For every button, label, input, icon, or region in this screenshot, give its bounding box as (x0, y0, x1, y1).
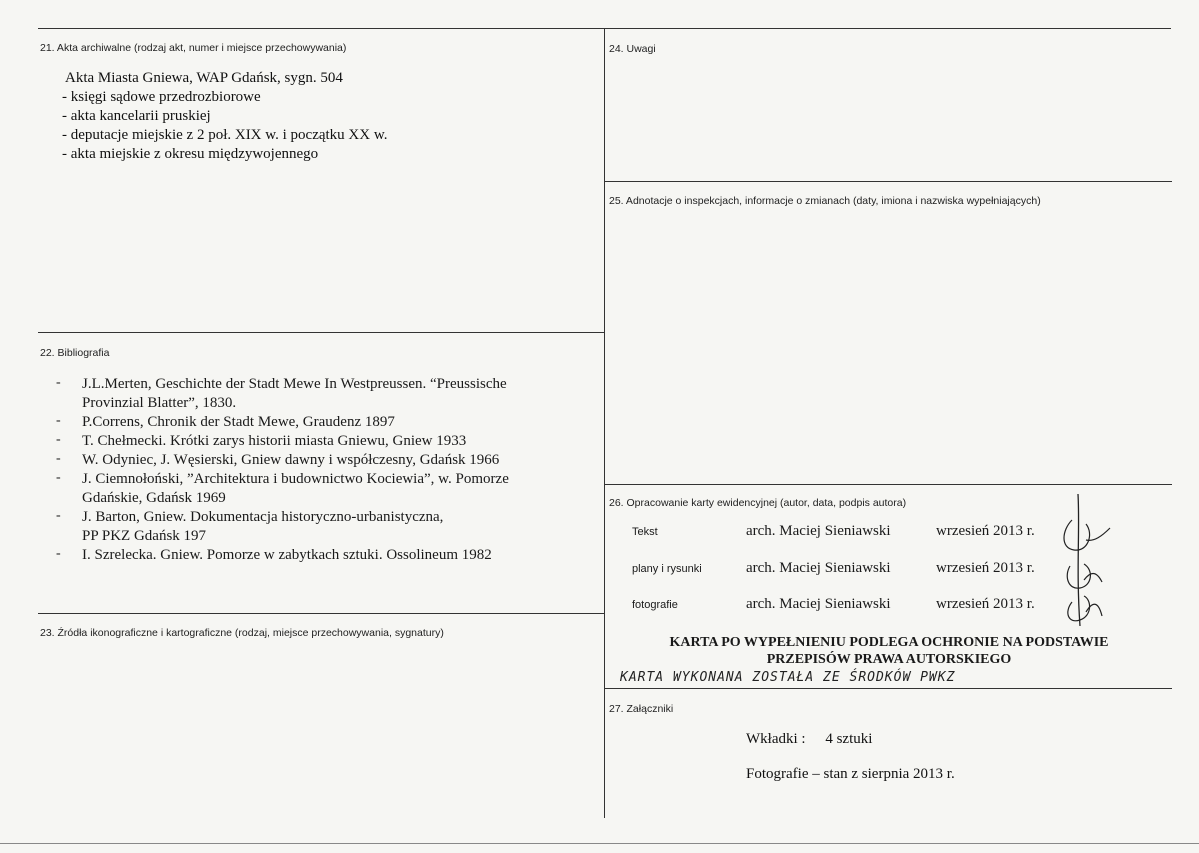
bibliography-item (56, 375, 509, 413)
bibliography-item (56, 470, 509, 508)
copyright-line: PRZEPISÓW PRAWA AUTORSKIEGO (766, 652, 1012, 667)
divider-24-25 (604, 181, 1172, 182)
bibliography-item (56, 451, 509, 470)
bibliography-line: J. Barton, Gniew. Dokumentacja historyczno-urbanistyczna, (82, 509, 444, 525)
bottom-edge (0, 843, 1199, 844)
list-dash: - (56, 508, 61, 523)
inserts-line (746, 731, 872, 748)
row-date: wrzesień 2013 r. (936, 523, 1035, 539)
bibliography-line: Gdańskie, Gdańsk 1969 (82, 490, 226, 506)
row-author: arch. Maciej Sieniawski (746, 560, 891, 576)
author-row-text (632, 523, 1035, 540)
handwritten-funding-note: KARTA WYKONANA ZOSTAŁA ZE ŚRODKÓW PWKZ (620, 670, 956, 685)
divider-26-27 (604, 688, 1172, 689)
bibliography-line: P.Correns, Chronik der Stadt Mewe, Graudenz 1897 (82, 414, 395, 430)
archive-line: Akta Miasta Gniewa, WAP Gdańsk, sygn. 504 (65, 70, 343, 86)
section-25-label: 25. Adnotacje o inspekcjach, informacje o zmianach (daty, imiona i nazwiska wypełniających) (609, 195, 1041, 207)
divider-22-23 (38, 613, 604, 614)
bibliography-item (56, 432, 509, 451)
section-27-label: 27. Załączniki (609, 703, 674, 715)
bibliography-line: Provinzial Blatter”, 1830. (82, 395, 237, 411)
archive-line: - księgi sądowe przedrozbiorowe (62, 89, 261, 105)
list-dash: - (56, 451, 61, 466)
copyright-note (604, 634, 1174, 668)
row-label: Tekst (632, 526, 658, 538)
bibliography-item (56, 508, 509, 546)
archive-line: - akta kancelarii pruskiej (62, 108, 211, 124)
row-author: arch. Maciej Sieniawski (746, 523, 891, 539)
signature-image (1050, 490, 1120, 630)
author-row-photos (632, 596, 1035, 613)
section-21-label: 21. Akta archiwalne (rodzaj akt, numer i miejsce przechowywania) (40, 42, 347, 54)
author-row-plans (632, 560, 1035, 577)
row-date: wrzesień 2013 r. (936, 596, 1035, 612)
bibliography-item (56, 546, 509, 565)
divider-25-26 (604, 484, 1172, 485)
divider-21-22 (38, 332, 604, 333)
inserts-label: Wkładki : (746, 731, 806, 747)
list-dash: - (56, 546, 61, 561)
bibliography-line: J. Ciemnołoński, ”Architektura i budownictwo Kociewia”, w. Pomorze (82, 471, 509, 487)
row-label: plany i rysunki (632, 563, 702, 575)
list-dash: - (56, 375, 61, 390)
section-21-content (62, 69, 387, 164)
bibliography-line: I. Szrelecka. Gniew. Pomorze w zabytkach sztuki. Ossolineum 1982 (82, 547, 492, 563)
bibliography-line: J.L.Merten, Geschichte der Stadt Mewe In Westpreussen. “Preussische (82, 376, 507, 392)
column-divider (604, 28, 605, 818)
bibliography-item (56, 413, 509, 432)
row-author: arch. Maciej Sieniawski (746, 596, 891, 612)
row-date: wrzesień 2013 r. (936, 560, 1035, 576)
bibliography-list (56, 375, 509, 565)
section-24-label: 24. Uwagi (609, 43, 656, 55)
bibliography-line: PP PKZ Gdańsk 197 (82, 528, 207, 544)
photos-line: Fotografie – stan z sierpnia 2013 r. (746, 766, 955, 782)
list-dash: - (56, 432, 61, 447)
section-23-label: 23. Źródła ikonograficzne i kartograficzne (rodzaj, miejsce przechowywania, sygnatury) (40, 627, 444, 639)
section-26-label: 26. Opracowanie karty ewidencyjnej (autor, data, podpis autora) (609, 497, 907, 509)
archive-line: - deputacje miejskie z 2 poł. XIX w. i początku XX w. (62, 127, 388, 143)
archive-line: - akta miejskie z okresu międzywojennego (62, 146, 319, 162)
row-label: fotografie (632, 599, 678, 611)
section-22-label: 22. Bibliografia (40, 347, 110, 359)
inserts-value: 4 sztuki (825, 731, 873, 747)
list-dash: - (56, 413, 61, 428)
bibliography-line: T. Chełmecki. Krótki zarys historii miasta Gniewu, Gniew 1933 (82, 433, 467, 449)
copyright-line: KARTA PO WYPEŁNIENIU PODLEGA OCHRONIE NA PODSTAWIE (669, 635, 1109, 650)
list-dash: - (56, 470, 61, 485)
bibliography-line: W. Odyniec, J. Węsierski, Gniew dawny i współczesny, Gdańsk 1966 (82, 452, 500, 468)
